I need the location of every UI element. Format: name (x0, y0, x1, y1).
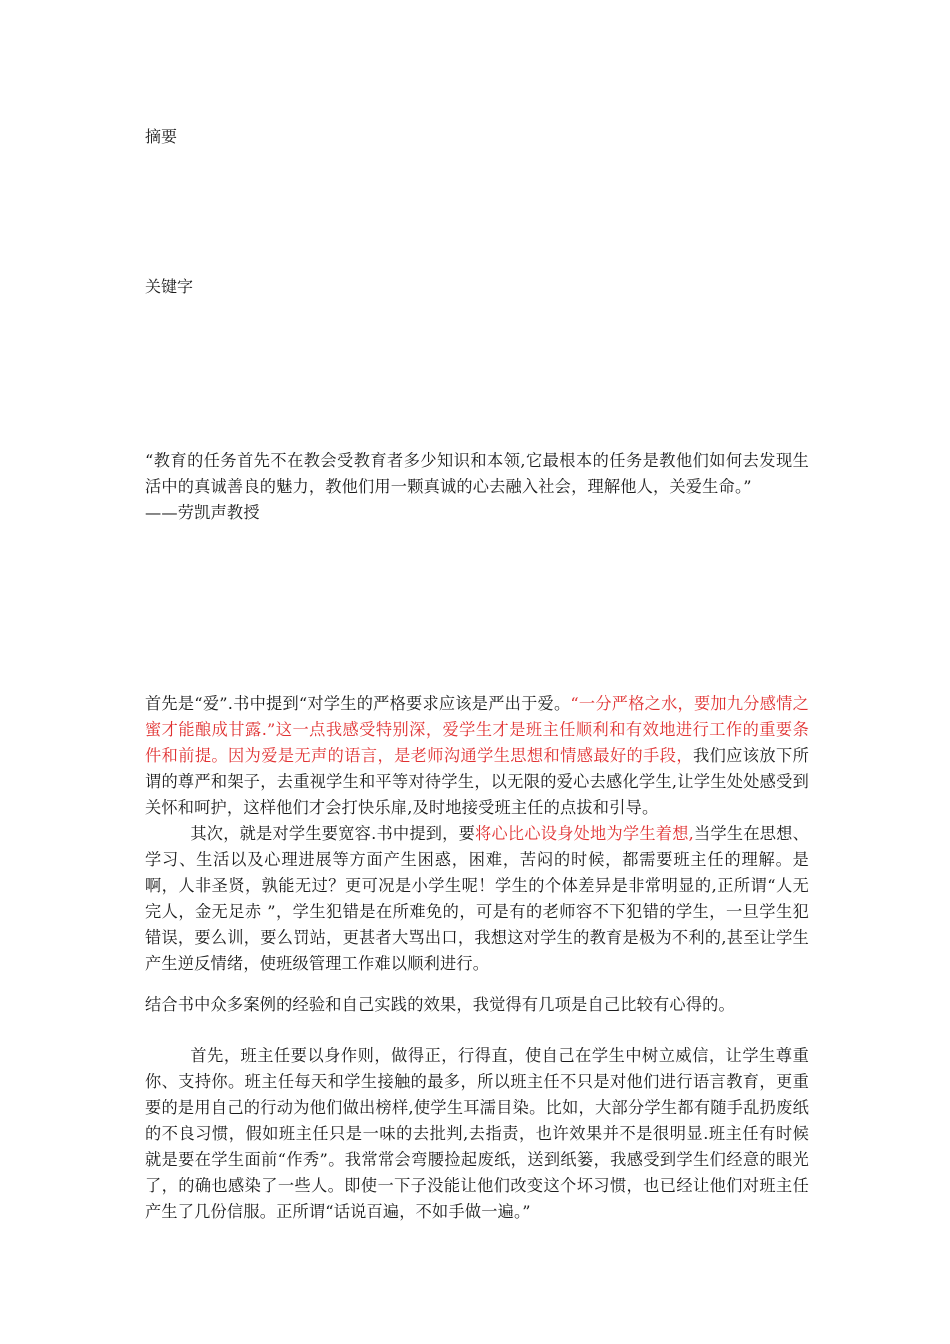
paragraph-love-text-2: 我们应该放下所谓的尊严和架子，去重视学生和平等对待学生，以无限的爱心去感化学生,让学生处处感受到关怀和呵护，这样他们才会打快乐扉,及时地接受班主任的点拔和引导。 (145, 746, 809, 817)
keywords-heading: 关键字 (145, 277, 194, 296)
paragraph-tolerance-text-2: 当学生在思想、学习、生活以及心理进展等方面产生困惑，困难，苦闷的时候，都需要班主任的理解。是啊，人非圣贤，孰能无过？更可况是小学生呢！学生的个体差异是非常明显的,正所谓“人无完人，金无足赤 ”，学生犯错是在所难免的，可是有的老师容不下犯错的学生，一旦学生犯错误，要么训，要么罚站，更甚者大骂出口，我想这对学生的教育是极为不利的,甚至让学生产生逆反情绪，使班级管理工作难以顺利进行。 (145, 824, 809, 973)
abstract-heading: 摘要 (145, 127, 178, 146)
quote-text: “教育的任务首先不在教会受教育者多少知识和本领,它最根本的任务是教他们如何去发现生活中的真诚善良的魅力，教他们用一颗真诚的心去融入社会，理解他人，关爱生命。” (145, 451, 809, 496)
epigraph-quote (145, 448, 809, 526)
paragraph-tolerance-text-1: 其次，就是对学生要宽容.书中提到，要 (190, 824, 476, 843)
paragraph-summary: 结合书中众多案例的经验和自己实践的效果，我觉得有几项是自己比较有心得的。 (145, 995, 735, 1014)
quote-attribution: ——劳凯声教授 (145, 503, 260, 522)
paragraph-love-highlight: “一分严格之水，要加九分感情之蜜才能酿成甘露.”这一点我感受特别深，爱学生才是班主任顺利和有效地进行工作的重要条件和前提。因为爱是无声的语言，是老师沟通学生思想和情感最好的手段， (145, 694, 809, 765)
paragraph-tolerance-highlight: 将心比心设身处地为学生着想, (475, 824, 694, 843)
paragraph-love-text-1: 首先是“爱”.书中提到“对学生的严格要求应该是严出于爱。 (145, 694, 571, 713)
body-section (145, 691, 809, 977)
paragraph-tolerance (145, 821, 809, 977)
paragraph-example: 首先，班主任要以身作则，做得正，行得直，使自己在学生中树立威信，让学生尊重你、支持你。班主任每天和学生接触的最多，所以班主任不只是对他们进行语言教育，更重要的是用自己的行动为他们做出榜样,使学生耳濡目染。比如，大部分学生都有随手乱扔废纸的不良习惯，假如班主任只是一味的去批判,去指责，也许效果并不是很明显.班主任有时候就是要在学生面前“作秀”。我常常会弯腰捡起废纸，送到纸篓，我感受到学生们经意的眼光了，的确也感染了一些人。即使一下子没能让他们改变这个坏习惯，也已经让他们对班主任产生了几份信服。正所谓“话说百遍，不如手做一遍。” (145, 1046, 809, 1221)
paragraph-love (145, 691, 809, 821)
